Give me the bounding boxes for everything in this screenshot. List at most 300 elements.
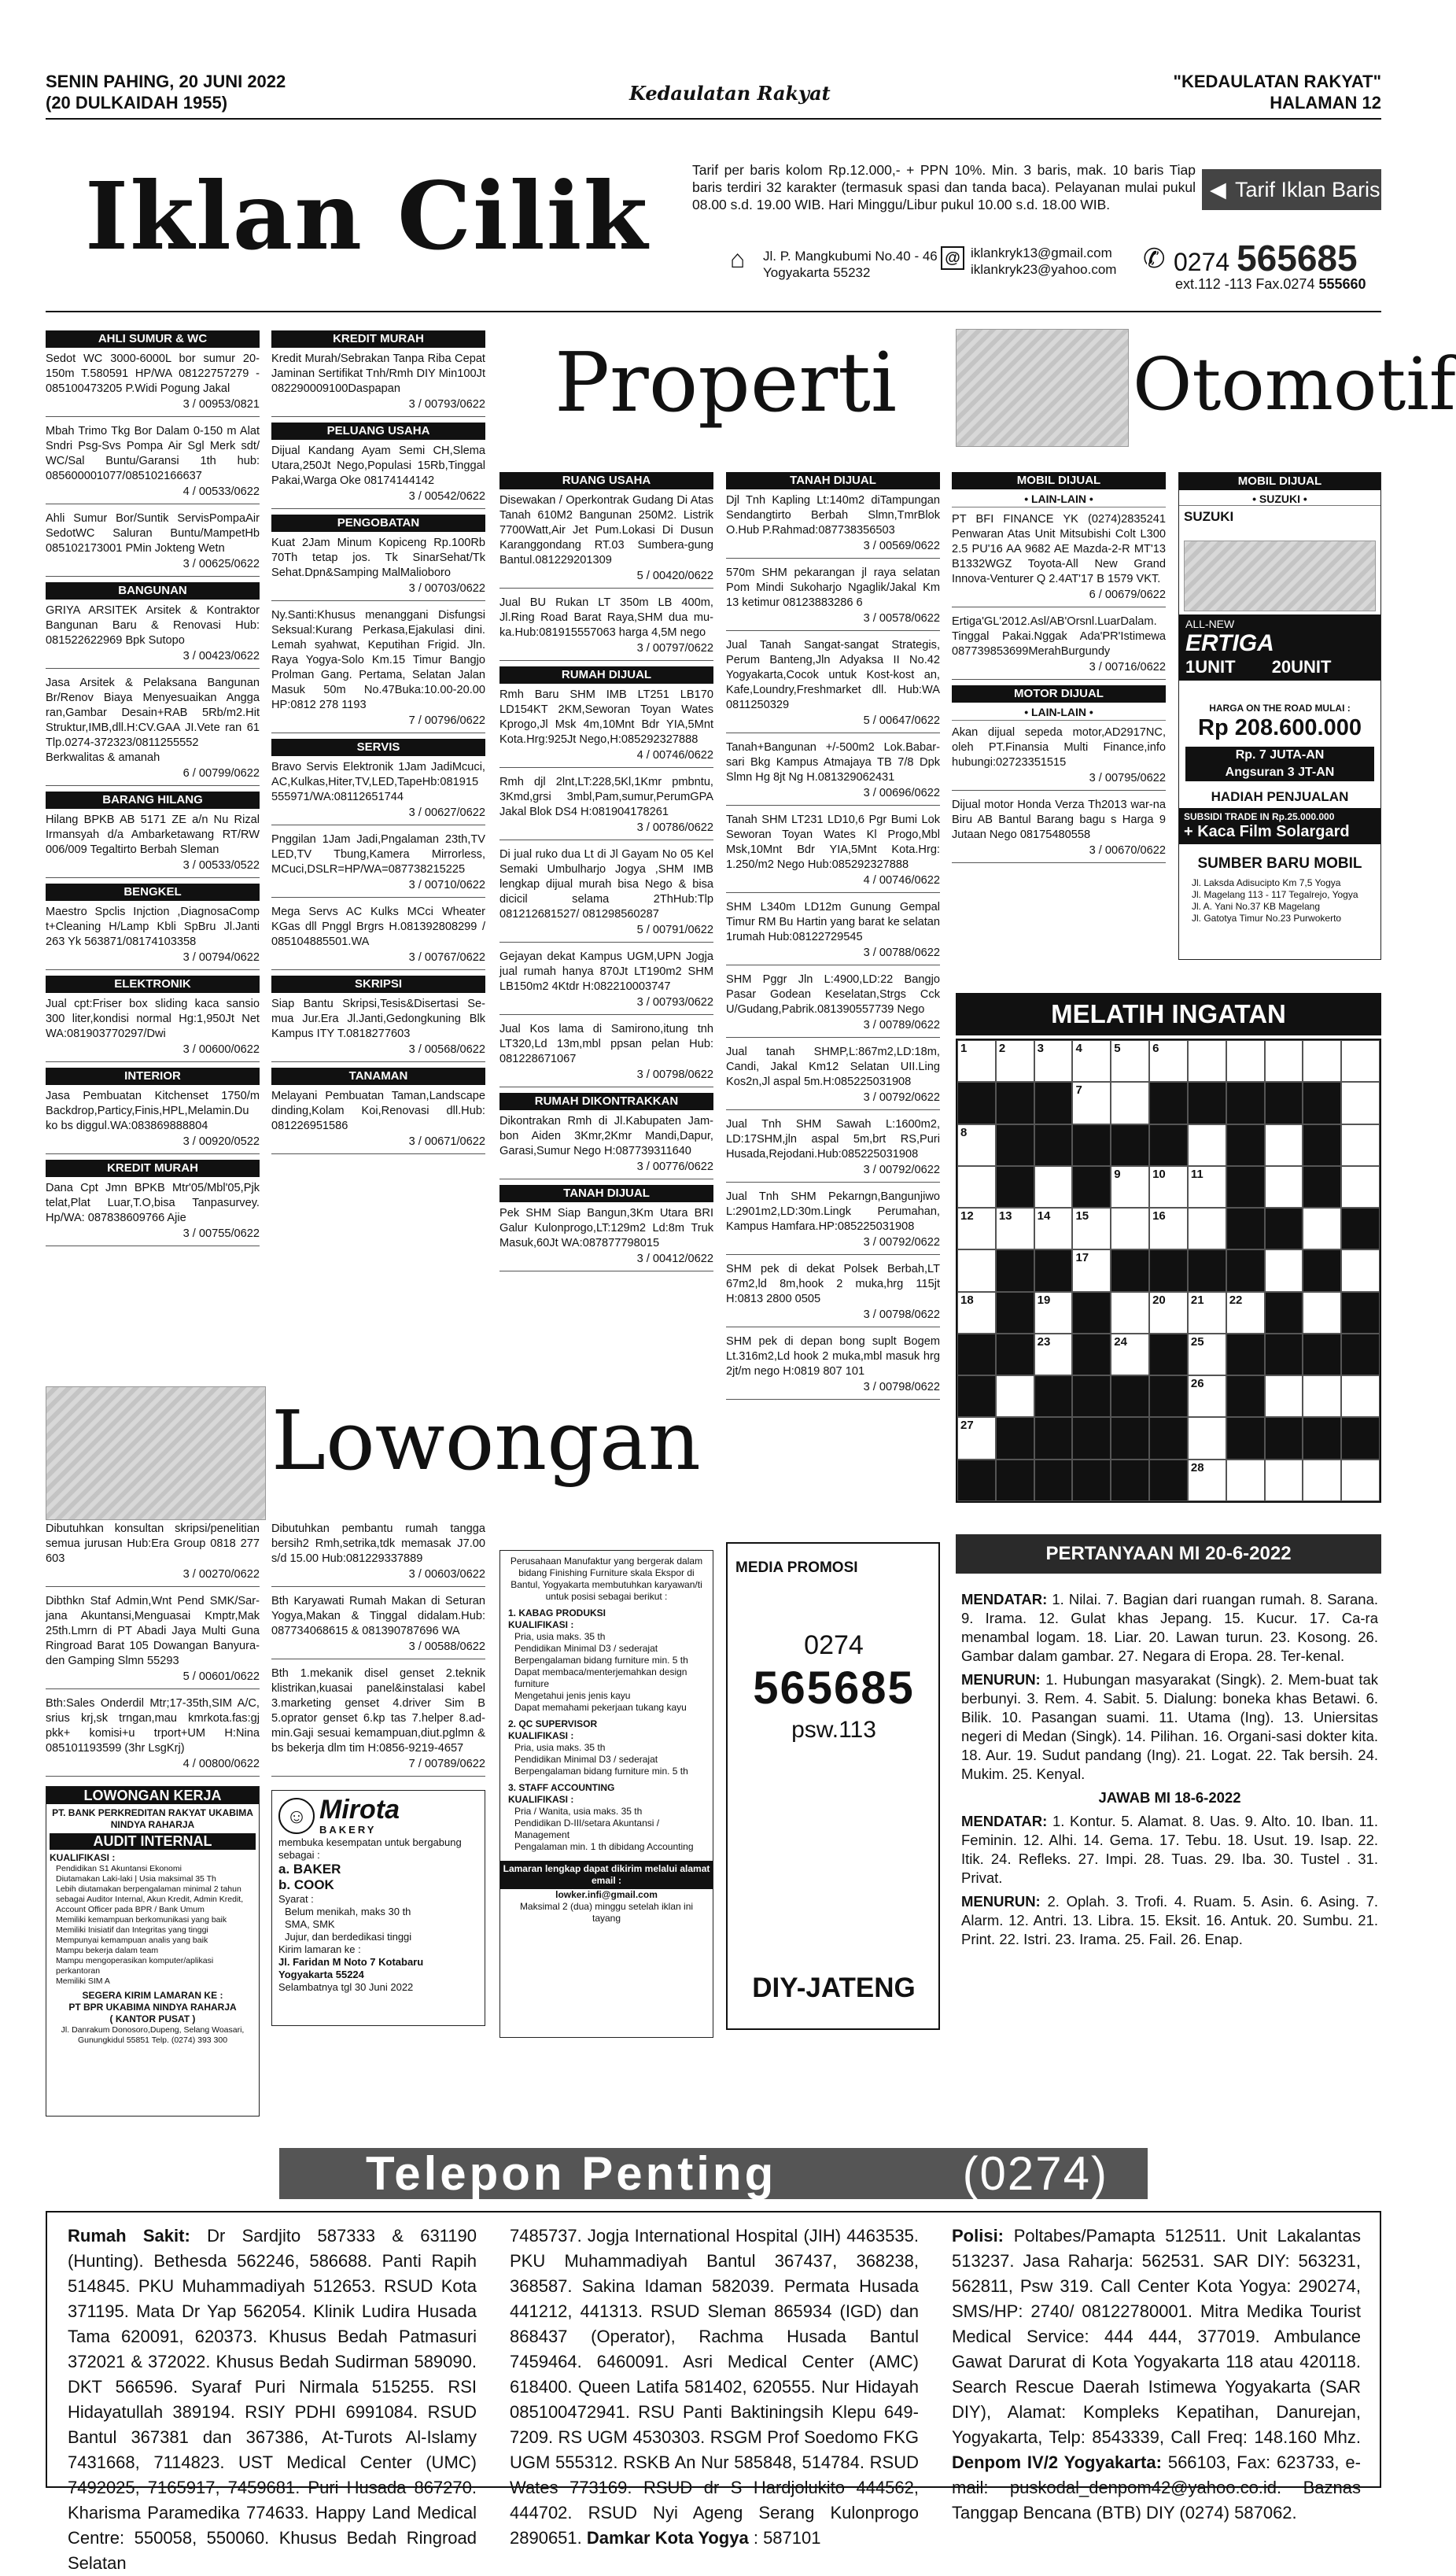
crossword-cell[interactable] (1265, 1040, 1303, 1082)
classified-ad (499, 492, 713, 589)
telepon-text: 7485737. Jogja International Hospital (JIH) 4463535. PKU Muhammadiyah Bantul 367437, 368238, 368587. Sakina Idaman 582039. Permata Husada 441212, 441313. RSUD Sleman 865934 (IGD) dan 868437 (Operator), Rachma Husada Bantul 7459464. 6460091. Asri Medical Center (AMC) 618400. Queen Latifa 581402, 620555. Nur Hidayah 085100472941. RSU Panti Baktiningsih Klepu 649-7209. RS UGM 4530303. RSGM Prof Soedomo FKG UGM 555312. RSKB An Nur 585848, 514784. RSUD Wates 773169. RSUD dr S Hardjolukito 444562, 444702. RSUD Nyi Ageng Serang Kulonprogo 2890651. (510, 2226, 919, 2548)
ad-code: 3 / 00696/0622 (726, 785, 940, 806)
crossword-block (1303, 1166, 1341, 1208)
ad-code: 3 / 00670/0622 (952, 843, 1166, 863)
list-item: Pria / Wanita, usia maks. 35 th (514, 1806, 643, 1817)
ad-code: 3 / 00533/0522 (46, 858, 260, 878)
ad-code: 3 / 00542/0622 (271, 489, 485, 509)
crossword-block (957, 1460, 996, 1501)
subsidi-text: SUBSIDI TRADE IN Rp.25.000.000 (1184, 811, 1335, 822)
section-header: BANGUNAN (46, 582, 260, 600)
section-header: PELUANG USAHA (271, 423, 485, 440)
classified-ad (46, 811, 260, 878)
crossword-block (1303, 1417, 1341, 1459)
classified-ad (726, 1260, 940, 1327)
crossword-block (1188, 1249, 1226, 1291)
ad-code: 3 / 00569/0622 (726, 538, 940, 559)
lowongan-title: Lowongan (271, 1393, 701, 1489)
classified-ad (46, 995, 260, 1062)
ad-code: 3 / 00625/0622 (46, 556, 260, 577)
classified-ad (499, 948, 713, 1015)
ad-text: Jasa Pembuatan Kitchenset 1750/m Backdrop,Particy,Finis,HPL,Melamin.Du ko bs diggul.WA:083869888804 (46, 1090, 260, 1132)
crossword-number: 3 (1037, 1042, 1044, 1055)
crossword-block (1226, 1208, 1265, 1249)
section-header: ELEKTRONIK (46, 976, 260, 993)
factory-kualifikasi: KUALIFIKASI : (508, 1730, 574, 1741)
ad-text: Jual tanah SHMP,L:867m2,LD:18m, Candi, Jakal Km12 Selatan UII.Ling Kos2n,Jl aspal 5m.H:085225031908 (726, 1046, 940, 1088)
list-item: Pendidikan S1 Akuntansi Ekonomi (56, 1864, 182, 1873)
crossword-cell[interactable] (1188, 1124, 1226, 1166)
ad-text: Jual Tanah Sangat-sangat Strategis, Perum Banteng,Jln Adyaksa II No.42 Yogyakarta,Cocok untuk Kost-kost an, Kafe,Loundry,Freshmarket dll. Hub:WA 0811250329 (726, 639, 940, 711)
crossword-number: 9 (1114, 1167, 1121, 1181)
telepon-box (46, 2211, 1381, 2573)
crossword-block (957, 1375, 996, 1417)
ad-code: 7 / 00789/0622 (271, 1756, 485, 1777)
crossword-cell[interactable] (1303, 1040, 1341, 1082)
ext-text: ext.112 -113 Fax.0274 (1175, 276, 1315, 292)
angsuran-text: Angsuran 3 JT-AN (1225, 766, 1335, 779)
classified-ad (271, 995, 485, 1062)
list-item: Pendidikan Minimal D3 / sederajat Berpengalaman bidang furniture min. 5 th (514, 1754, 688, 1777)
clue-text: 2. Oplah. 3. Trofi. 4. Ruam. 5. Asin. 6. Asing. 7. Alarm. 12. Antri. 13. Libra. 15. Eksit. 16. Antuk. 20. Sumbu. 21. Print. 22. Istri. 23. Irama. 25. Fail. 26. Enap. (961, 1893, 1379, 1947)
crossword-cell[interactable] (957, 1208, 996, 1249)
crossword-cell[interactable] (1188, 1460, 1226, 1501)
classified-ad (271, 903, 485, 970)
classified-ad (271, 534, 485, 601)
crossword-number: 22 (1229, 1293, 1243, 1307)
crossword-cell[interactable] (1341, 1082, 1380, 1124)
crossword-block (1111, 1124, 1149, 1166)
classified-ad (46, 1520, 260, 1587)
section-header: TANAMAN (271, 1068, 485, 1085)
section-header: MOBIL DIJUAL (952, 472, 1166, 489)
telepon-col-3 (952, 2224, 1361, 2526)
ad-text: Maestro Spclis Injction ,DiagnosaComp t+Cleaning H/Lamp Kbli SpBru Jl.Janti 263 Yk 563871/08174103358 (46, 906, 260, 948)
crossword-cell[interactable] (1341, 1249, 1380, 1291)
crossword-cell[interactable] (1188, 1375, 1226, 1417)
crossword-cell[interactable] (1265, 1124, 1303, 1166)
list-item: Pria, usia maks. 35 th (514, 1631, 606, 1642)
clue-menurun (961, 1670, 1378, 1784)
masthead-page (1174, 71, 1381, 113)
list-item: Lebih diutamakan berpengalaman minimal 2 tahun sebagai Auditor Internal, Akun Kredit, Admin Kredit, Account Officer pada BPR / Bank Umum (56, 1884, 244, 1914)
ad-text: Bth:Sales Onderdil Mtr;17-35th,SIM A/C, srius krj,sk trngan,mau kmrkota.fas:gj pkk+ komisi+u trport+UM H:Nina 085101193599 (3hr LsgKrj) (46, 1697, 260, 1755)
model-name: ERTIGA (1185, 630, 1274, 656)
dp-box (1185, 747, 1374, 781)
crossword-cell[interactable] (1111, 1166, 1149, 1208)
crossword-block (1034, 1124, 1073, 1166)
ad-code: 4 / 00533/0622 (46, 484, 260, 504)
factory-footer: Lamaran lengkap dapat dikirim melalui alamat email : (500, 1861, 713, 1889)
section-header: MOBIL DIJUAL (1179, 473, 1380, 490)
ad-code: 3 / 00671/0622 (271, 1134, 485, 1154)
loker-position: AUDIT INTERNAL (50, 1833, 256, 1850)
crossword-cell[interactable] (957, 1040, 996, 1082)
crossword-grid (956, 1039, 1381, 1503)
iklan-cilik-banner (46, 146, 1381, 311)
fax-number: 555660 (1318, 276, 1366, 292)
crossword-cell[interactable] (1303, 1208, 1341, 1249)
ad-text: Di jual ruko dua Lt di Jl Gayam No 05 Kel Semaki Umbulharjo Jogya ,SHM IMB lengkap dijual murah bisa Nego & bisa dicicil selama 2ThHub:Tlp 081212681527/ 081298560287 (499, 848, 713, 921)
classified-ad (46, 350, 260, 417)
ad-code: 4 / 00746/0622 (726, 873, 940, 893)
list-item: Diutamakan Laki-laki | Usia maksimal 35 Th (56, 1874, 216, 1884)
crossword-cell[interactable] (1149, 1208, 1188, 1249)
classified-ad (499, 1205, 713, 1271)
ad-text: Dibutuhkan pembantu rumah tangga bersih2 Rmh,setrika,tdk memasak J7.00 s/d 15.00 Hub:081229337889 (271, 1522, 485, 1565)
crossword-cell[interactable] (1072, 1208, 1111, 1249)
media-number: 565685 (753, 1663, 915, 1714)
hijri-date-text: (20 DULKAIDAH 1955) (46, 93, 228, 113)
crossword-cell[interactable] (1341, 1460, 1380, 1501)
crossword-number: 26 (1190, 1377, 1204, 1391)
ad-text: Rmh djl 2lnt,LT:228,5Kl,1Kmr pmbntu, 3Kmd,grsi 3mbl,Pam,sumur,PerumGPA Jakal Blok DS4 H:081904178261 (499, 776, 713, 818)
section-header: AHLI SUMUR & WC (46, 330, 260, 348)
telepon-label: Polisi: (952, 2226, 1004, 2246)
crossword-block (1149, 1124, 1188, 1166)
ad-code: 3 / 00412/0622 (499, 1251, 713, 1271)
crossword-cell[interactable] (1034, 1208, 1073, 1249)
list-item: Jl. Laksda Adisucipto Km 7,5 Yogya (1192, 877, 1341, 888)
classified-ad (271, 350, 485, 417)
megaphone-icon: ◀ (1210, 178, 1226, 201)
crossword-cell[interactable] (1341, 1040, 1380, 1082)
crossword-block (1341, 1292, 1380, 1334)
classified-ad (46, 1179, 260, 1246)
telepon-text: Dr Sardjito 587333 & 631190 (Hunting). Bethesda 562246, 586688. Panti Rapih 514845. PKU Muhammadiyah 512653. RSUD Kota 371195. Mata Dr Yap 562054. Klinik Ludira Husada Tama 620091, 620373. Khusus Bedah Patmasuri 372021 & 372022. Khusus Bedah Sudirman 589090. DKT 566596. Syaraf Puri Nirmala 515255. RSI Hidayatullah 389194. RSIY PDHI 6991084. RSUD Bantul 367381 dan 367386, At-Turots Al-Islamy 7431668, 7114823. UST Medical Center (UMC) 7492025, 7165917, 7459681. Puri Husada 867270. Kharisma Paramedika 774633. Happy Land Medical Centre: 550058, 550060. Khusus Bedah Ringroad Selatan (68, 2226, 477, 2573)
classified-ad (726, 1043, 940, 1110)
crossword-cell[interactable] (957, 1166, 996, 1208)
telepon-text: 566103, Fax: 623733, e-mail: puskodal_denpom42@yahoo.co.id. Baznas Tanggap Bencana (BTB) DIY (0274) 587062. (952, 2452, 1361, 2522)
crossword-block (1149, 1082, 1188, 1124)
crossword-block (1111, 1375, 1149, 1417)
factory-requirements (508, 1742, 705, 1777)
ad-text: Tanah SHM LT231 LD10,6 Pgr Bumi Lok Seworan Toyan Wates Kl Progo,Mbl Msk,10Mnt Bdr YIA,5Mnt Kota.Hrg: 1.250/m2 Nego Hub:085292327888 (726, 814, 940, 871)
crossword-block (1111, 1417, 1149, 1459)
classified-ad (499, 846, 713, 943)
list-item: Dapat membaca/menterjemahkan design furniture (514, 1666, 687, 1689)
list-item: SMA, SMK (285, 1918, 335, 1930)
list-item: Mengetahui jenis jenis kayu (514, 1690, 631, 1701)
ad-code: 3 / 00767/0622 (271, 950, 485, 970)
suzuki-ad (1178, 472, 1381, 960)
ad-code: 7 / 00796/0622 (271, 713, 485, 733)
ad-code: 3 / 00588/0622 (271, 1639, 485, 1659)
dp-text: Rp. 7 JUTA-AN (1235, 748, 1325, 762)
crossword-cell[interactable] (1188, 1417, 1226, 1459)
list-item: Jl. A. Yani No.37 KB Magelang (1192, 901, 1320, 912)
ad-text: Kuat 2Jam Minum Kopiceng Rp.100Rb 70Th tetap jos. Tk SinarSehat/Tk Sehat.Dpn&Samping MalMalioboro (271, 537, 485, 579)
ad-text: Akan dijual sepeda motor,AD2917NC, oleh PT.Finansia Multi Finance,info hubungi:02723351515 (952, 726, 1166, 769)
ad-text: Bth 1.mekanik disel genset 2.teknik klistrikan,kuasai panel&instalasi kabel 3.marketing genset 4.driver Sim B 5.oprator genset 6.kp tas 7.helper 8.ad-min.Gaji sesuai kemampuan,diut.pglmn & bs bekerja dlm tim H:0856-9219-4657 (271, 1667, 485, 1755)
crossword-cell[interactable] (996, 1375, 1034, 1417)
clue-label: MENURUN: (961, 1671, 1041, 1688)
crossword-number: 6 (1152, 1042, 1159, 1055)
factory-email[interactable]: lowker.infi@gmail.com (555, 1889, 658, 1900)
crossword-block (1072, 1292, 1111, 1334)
phone-ext (1175, 276, 1366, 293)
classified-col-4 (726, 472, 940, 1405)
ad-code: 3 / 00755/0622 (46, 1226, 260, 1246)
classified-ad (46, 1695, 260, 1777)
section-header: RUMAH DIKONTRAKKAN (499, 1093, 713, 1110)
ad-text: Siap Bantu Skripsi,Tesis&Disertasi Se-mua Jur.Era Jl.Janti,Gedongkuning Blk Kampus ITY T.0818277603 (271, 998, 485, 1040)
crossword-block (1072, 1375, 1111, 1417)
car-photo (1184, 541, 1376, 611)
crossword-number: 23 (1037, 1334, 1051, 1349)
crossword-number: 10 (1152, 1167, 1166, 1181)
media-title: MEDIA PROMOSI (735, 1559, 858, 1576)
crossword-cell[interactable] (1341, 1124, 1380, 1166)
crossword-cell[interactable] (1149, 1166, 1188, 1208)
section-header: BENGKEL (46, 884, 260, 901)
loker-send: SEGERA KIRIM LAMARAN KE : (82, 1990, 223, 2001)
ad-text: SHM pek di depan bong suplt Bogem Lt.316m2,Ld hook 2 muka,mbl masuk hrg 2jt/m nego H:0819 807 101 (726, 1335, 940, 1378)
classified-ad (726, 971, 940, 1038)
crossword-number: 21 (1190, 1293, 1204, 1307)
header-rule (46, 118, 1381, 120)
crossword-block (1034, 1249, 1073, 1291)
emails (971, 245, 1116, 278)
crossword-cell[interactable] (1072, 1040, 1111, 1082)
crossword-cell[interactable] (1265, 1460, 1303, 1501)
classified-ad (726, 811, 940, 893)
crossword-cell[interactable] (1226, 1292, 1265, 1334)
crossword-cell[interactable] (1111, 1334, 1149, 1375)
email-link[interactable]: iklankryk13@gmail.com (971, 245, 1112, 260)
list-item: Pendidikan Minimal D3 / sederajat Berpengalaman bidang furniture min. 5 th (514, 1643, 688, 1666)
phone-icon: ✆ (1143, 244, 1166, 274)
mirota-requirements (278, 1906, 478, 1943)
jawab-menurun (961, 1892, 1378, 1949)
masthead-date (46, 71, 286, 113)
position-cook: b. COOK (278, 1877, 334, 1892)
crossword-cell[interactable] (1303, 1292, 1341, 1334)
ad-code: 4 / 00746/0622 (499, 747, 713, 768)
crossword-cell[interactable] (1072, 1249, 1111, 1291)
crossword-block (1072, 1334, 1111, 1375)
crossword-cell[interactable] (996, 1040, 1034, 1082)
crossword-cell[interactable] (1149, 1040, 1188, 1082)
crossword-number: 1 (960, 1042, 968, 1055)
telepon-text: Poltabes/Pamapta 512511. Unit Lakalantas 513237. Jasa Raharja: 562531. SAR DIY: 563231, 562811, Psw 319. Call Center Kota Yogya: 290274, SMS/HP: 2740/ 08122780001. Mitra Medika Tourist Medical Service: 444 444, 377019. Ambulance Gawat Darurat di Kota Yogyakarta 118 atau 420118. Search Rescue Daerah Istimewa Yogyakarta (SAR DIY), Alamat: Kompleks Kepatihan, Danurejan, Yogyakarta, Telp: 8543339, Call Freq: 148.160 Mhz. (952, 2226, 1361, 2447)
lowongan-photo (46, 1386, 266, 1520)
telepon-header (279, 2148, 1148, 2199)
crossword-cell[interactable] (1111, 1040, 1149, 1082)
crossword-cell[interactable] (1341, 1166, 1380, 1208)
classified-ad (726, 899, 940, 965)
factory-position: 3. STAFF ACCOUNTING (508, 1782, 615, 1793)
crossword-block (996, 1417, 1034, 1459)
crossword-number: 20 (1152, 1293, 1166, 1307)
telepon-col-2 (510, 2224, 919, 2551)
telepon-code: (0274) (962, 2147, 1108, 2200)
list-item: Pria, usia maks. 35 th (514, 1742, 606, 1753)
list-item: Jujur, dan berdedikasi tinggi (285, 1931, 412, 1943)
classified-ad (271, 607, 485, 733)
crossword-cell[interactable] (957, 1249, 996, 1291)
ad-code: 3 / 00793/0622 (271, 397, 485, 417)
crossword-cell[interactable] (996, 1208, 1034, 1249)
crossword-cell[interactable] (1034, 1040, 1073, 1082)
crossword-cell[interactable] (1226, 1460, 1265, 1501)
crossword-cell[interactable] (1034, 1292, 1073, 1334)
jawab-title: JAWAB MI 18-6-2022 (1098, 1789, 1241, 1806)
price-label: HARGA ON THE ROAD MULAI : (1209, 703, 1351, 714)
ad-code: 3 / 00797/0622 (499, 640, 713, 661)
crossword-cell[interactable] (1226, 1040, 1265, 1082)
crossword-cell[interactable] (1188, 1334, 1226, 1375)
crossword-cell[interactable] (1111, 1208, 1149, 1249)
ad-code: 3 / 00703/0622 (271, 581, 485, 601)
factory-intro: Perusahaan Manufaktur yang bergerak dalam bidang Finishing Furniture skala Ekspor di Bantul, Yogyakarta membutuhkan karyawan/ti untuk posisi sebagai berikut : (510, 1556, 703, 1602)
crossword-cell[interactable] (1111, 1292, 1149, 1334)
classified-ad (726, 637, 940, 733)
crossword-cell[interactable] (1149, 1292, 1188, 1334)
ad-code: 3 / 00792/0622 (726, 1090, 940, 1110)
classified-ad (499, 594, 713, 661)
crossword-cell[interactable] (957, 1124, 996, 1166)
classified-ad (271, 758, 485, 825)
home-icon: ⌂ (730, 245, 746, 273)
crossword-block (996, 1082, 1034, 1124)
suzuki-brand: SUZUKI (1184, 509, 1234, 524)
mirota-kirim: Kirim lamaran ke : (278, 1943, 361, 1955)
ad-text: Bth Karyawati Rumah Makan di Seturan Yogya,Makan & Tinggal didalam.Hub: 087734068615 & 081390787696 WA (271, 1595, 485, 1637)
crossword-cell[interactable] (957, 1417, 996, 1459)
loker-items (50, 1864, 256, 1987)
telepon-title: Telepon Penting (366, 2147, 777, 2200)
crossword-block (1149, 1417, 1188, 1459)
factory-requirements (508, 1631, 705, 1714)
media-ext: psw.113 (791, 1717, 876, 1743)
subsidi-box (1179, 808, 1380, 844)
section-header: INTERIOR (46, 1068, 260, 1085)
email-link[interactable]: iklankryk23@yahoo.com (971, 262, 1117, 277)
telepon-label: Damkar Kota Yogya (586, 2528, 749, 2548)
crossword-cell[interactable] (957, 1292, 996, 1334)
list-item: Memiliki kemampuan berkomunikasi yang baik (56, 1915, 227, 1925)
position-baker: a. BAKER (278, 1862, 341, 1877)
list-item: Memiliki SIM A (56, 1976, 110, 1986)
ad-text: Jual Kos lama di Samirono,itung tnh LT320,Ld 13m,mbl ppsan pelan Hub: 081228671067 (499, 1023, 713, 1065)
ad-code: 3 / 00792/0622 (726, 1162, 940, 1183)
chef-icon: ☺ (278, 1798, 315, 1834)
ad-text: SHM L340m LD12m Gunung Gempal Timur RM Bu Hartin yang barat ke selatan 1rumah Hub:08122729545 (726, 901, 940, 943)
classified-ad (271, 831, 485, 898)
classified-col-1 (46, 330, 260, 1252)
crossword-number: 27 (960, 1419, 974, 1433)
section-header: TANAH DIJUAL (499, 1185, 713, 1202)
section-header: MOTOR DIJUAL (952, 685, 1166, 703)
classified-ad (499, 1020, 713, 1087)
loker-ad (46, 1786, 260, 2117)
crossword-cell[interactable] (1034, 1166, 1073, 1208)
classified-ad (952, 796, 1166, 863)
classified-ad (271, 1520, 485, 1587)
crossword-block (1265, 1292, 1303, 1334)
section-header: TANAH DIJUAL (726, 472, 940, 489)
ad-code: 3 / 00423/0622 (46, 648, 260, 669)
list-item: Pengalaman min. 1 th dibidang Accounting (514, 1841, 694, 1852)
crossword-number: 13 (998, 1209, 1012, 1223)
crossword-number: 2 (998, 1042, 1006, 1055)
classified-ad (271, 1665, 485, 1777)
ad-text: GRIYA ARSITEK Arsitek & Kontraktor Bangunan Baru & Renovasi Hub: 081522622969 Bpk Sutopo (46, 604, 260, 647)
crossword-block (1341, 1208, 1380, 1249)
crossword-cell[interactable] (1188, 1292, 1226, 1334)
crossword-cell[interactable] (1188, 1208, 1226, 1249)
date-text: SENIN PAHING, 20 JUNI 2022 (46, 72, 286, 91)
ad-code: 3 / 00603/0622 (271, 1567, 485, 1587)
tarif-label (1202, 169, 1381, 210)
section-header: PENGOBATAN (271, 515, 485, 532)
mirota-bakery: BAKERY (319, 1824, 377, 1836)
section-header: KREDIT MURAH (46, 1160, 260, 1177)
ad-code: 6 / 00799/0622 (46, 766, 260, 786)
factory-position: 2. QC SUPERVISOR (508, 1718, 598, 1729)
ad-text: Ny.Santi:Khusus menanggani Disfungsi Seksual:Kurang Perkasa,Ejakulasi dini. Lemah syahwat, Keputihan Frigid. Jln. Raya Yogya-Solo Km.15 Timur Bangjo Prolman Gang. Pertama, Selatan Jalan Masuk 50m No.47Buka:10.00-20.00 HP:0812 278 1193 (271, 609, 485, 711)
ad-text: Ertiga'GL'2012.Asl/AB'Orsnl.LuarDalam. Tinggal Pakai.Nggak Ada'PR'Istimewa 087739853699MerahBurgundy (952, 615, 1166, 658)
crossword-cell[interactable] (1188, 1166, 1226, 1208)
crossword-cell[interactable] (1188, 1040, 1226, 1082)
crossword-block (996, 1249, 1034, 1291)
loker-office: ( KANTOR PUSAT ) (109, 2013, 196, 2024)
crossword-cell[interactable] (1341, 1375, 1380, 1417)
clue-label: MENURUN: (961, 1893, 1041, 1910)
classified-ad (952, 613, 1166, 680)
tagline: ALL-NEW (1185, 618, 1235, 630)
ad-code: 3 / 00793/0622 (499, 995, 713, 1015)
paper-name: "KEDAULATAN RAKYAT" (1173, 72, 1381, 91)
crossword-block (1303, 1334, 1341, 1375)
crossword-cell[interactable] (1111, 1082, 1149, 1124)
ad-text: Mega Servs AC Kulks MCci Wheater KGas dll Pnggl Brgrs H.081392808299 / 085104885501.WA (271, 906, 485, 948)
ad-code: 5 / 00647/0622 (726, 713, 940, 733)
classified-ad (952, 724, 1166, 791)
ad-code: 3 / 00776/0622 (499, 1159, 713, 1179)
crossword-cell[interactable] (1265, 1249, 1303, 1291)
crossword-cell[interactable] (1072, 1082, 1111, 1124)
kaca-text: + Kaca Film Solargard (1184, 823, 1350, 840)
ad-text: Sedot WC 3000-6000L bor sumur 20-150m T.580591 HP/WA 08122757279 - 085100473205 P.Widi Pogung Jakal (46, 352, 260, 395)
crossword-cell[interactable] (1265, 1375, 1303, 1417)
ad-text: Rmh Baru SHM IMB LT251 LB170 LD154KT 2KM,Seworan Toyan Wates Kprogo,Jl Msk 4m,10Mnt Bdr YIA,5Mnt Kota.Hrg:925Jt Nego,H:085292327888 (499, 688, 713, 746)
section-header: RUANG USAHA (499, 472, 713, 489)
crossword-block (1265, 1334, 1303, 1375)
loker-address: Jl. Danrakum Donosoro,Dupeng, Selang Woasari, Gunungkidul 55851 Telp. (0274) 393 300 (61, 2025, 245, 2045)
ad-code: 3 / 00789/0622 (726, 1017, 940, 1038)
ad-code: 3 / 00788/0622 (726, 945, 940, 965)
ad-code: 3 / 00798/0622 (726, 1307, 940, 1327)
ad-code: 3 / 00794/0622 (46, 950, 260, 970)
ad-text: Tanah+Bangunan +/-500m2 Lok.Babar-sari Bkg Kampus Atmajaya TB 7/8 Dpk Slmn Hg 8jt Ng H.081329062431 (726, 741, 940, 784)
ad-code: 3 / 00578/0622 (726, 611, 940, 631)
crossword-cell[interactable] (1303, 1375, 1341, 1417)
crossword-cell[interactable] (1303, 1460, 1341, 1501)
crossword-number: 19 (1037, 1293, 1051, 1307)
crossword-block (1341, 1417, 1380, 1459)
crossword-number: 11 (1190, 1167, 1204, 1181)
crossword-number: 7 (1075, 1083, 1082, 1098)
crossword-cell[interactable] (1034, 1334, 1073, 1375)
ad-text: Djl Tnh Kapling Lt:140m2 diTampungan Sendangtirto Berbah Slmn,TmrBlok O.Hub P.Rahmad:087738356503 (726, 494, 940, 537)
ad-code: 5 / 00791/0622 (499, 922, 713, 943)
crossword-cell[interactable] (1265, 1166, 1303, 1208)
classified-ad (271, 1087, 485, 1154)
classified-ad (46, 510, 260, 577)
list-item: Mempunyai kemampuan analis yang baik (56, 1936, 208, 1945)
